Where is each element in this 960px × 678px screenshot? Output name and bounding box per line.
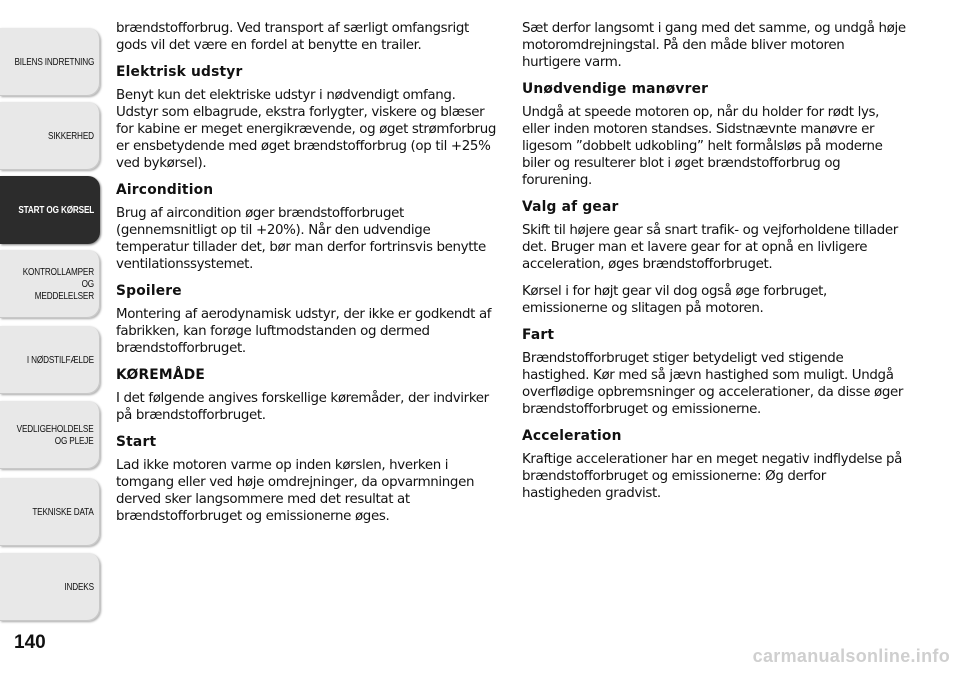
section-heading: Fart xyxy=(522,327,555,343)
watermark: carmanualsonline.info xyxy=(752,646,950,666)
section-heading: Spoilere xyxy=(116,283,182,299)
section-heading: Valg af gear xyxy=(522,199,619,215)
body-paragraph: Kørsel i for højt gear vil dog også øge forbruget, emissionerne og slitagen på motoren. xyxy=(522,284,827,316)
body-paragraph: Benyt kun det elektriske udstyr i nødvendigt omfang. Udstyr som elbagrude, ekstra forlygter, viskere og blæser for kabine er meget energikrævende, og øget strømforbrug er ensbetydende med øget brændstofforbrug (op til +25% ved bykørsel). xyxy=(116,88,497,171)
tab-label: KONTROLLAMPER OG MEDDELELSER xyxy=(22,266,94,302)
tab-kontrollamper[interactable] xyxy=(0,250,100,318)
tab-tekniske-data[interactable] xyxy=(0,478,100,546)
body-paragraph: Sæt derfor langsomt i gang med det samme, og undgå høje motoromdrejningstal. På den måde bliver motoren hurtigere varm. xyxy=(522,21,906,70)
section-heading: Aircondition xyxy=(116,182,214,198)
body-paragraph: Undgå at speede motoren op, når du holder for rødt lys, eller inden motoren standses. Sidstnævnte manøvre er ligesom ”dobbelt udkobling” helt formålsløs på moderne biler og resulterer blot i øget brændstofforbrug og forurening. xyxy=(522,105,883,188)
tab-label: INDEKS xyxy=(64,581,94,593)
section-heading: KØREMÅDE xyxy=(116,367,205,383)
tab-label: TEKNISKE DATA xyxy=(32,506,94,518)
body-paragraph: Montering af aerodynamisk udstyr, der ikke er godkendt af fabrikken, kan forøge luftmodstanden og dermed brændstofforbruget. xyxy=(116,307,492,356)
body-paragraph: Skift til højere gear så snart trafik- og vejforholdene tillader det. Bruger man et lavere gear for at opnå en livligere acceleration, øges brændstofforbruget. xyxy=(522,223,898,272)
left-text-column xyxy=(116,20,500,535)
tab-bilens-indretning[interactable] xyxy=(0,28,100,96)
tab-i-nodstilfaelde[interactable] xyxy=(0,326,100,394)
tab-sikkerhed[interactable] xyxy=(0,102,100,170)
body-paragraph: brændstofforbrug. Ved transport af særligt omfangsrigt gods vil det være en fordel at benytte en trailer. xyxy=(116,21,469,53)
tab-label: BILENS INDRETNING xyxy=(14,56,94,68)
tab-label: SIKKERHED xyxy=(48,130,94,142)
tab-indeks[interactable] xyxy=(0,553,100,621)
section-heading: Acceleration xyxy=(522,428,622,444)
right-text-column xyxy=(522,20,906,512)
page-number: 140 xyxy=(14,632,46,653)
tab-label: VEDLIGEHOLDELSE OG PLEJE xyxy=(17,423,94,447)
body-paragraph: I det følgende angives forskellige køremåder, der indvirker på brændstofforbruget. xyxy=(116,391,489,423)
body-paragraph: Kraftige accelerationer har en meget negativ indflydelse på brændstofforbruget og emissionerne: Øg derfor hastigheden gradvist. xyxy=(522,452,903,501)
tab-start-og-korsel[interactable] xyxy=(0,176,100,244)
body-paragraph: Lad ikke motoren varme op inden kørslen, hverken i tomgang eller ved høje omdrejninger, da opvarmningen derved sker langsommere med det resultat at brændstofforbruget og emissionerne øges. xyxy=(116,458,475,524)
tab-label: START OG KØRSEL xyxy=(18,204,94,216)
tab-label: I NØDSTILFÆLDE xyxy=(27,354,94,366)
section-heading: Unødvendige manøvrer xyxy=(522,81,709,97)
section-heading: Start xyxy=(116,434,157,450)
section-heading: Elektrisk udstyr xyxy=(116,64,243,80)
body-paragraph: Brug af aircondition øger brændstofforbruget (gennemsnitligt op til +20%). Når den udvendige temperatur tillader det, bør man derfor fortrinsvis benytte ventilationssystemet. xyxy=(116,206,486,272)
chapter-tab-sidebar xyxy=(0,0,102,678)
body-paragraph: Brændstofforbruget stiger betydeligt ved stigende hastighed. Kør med så jævn hastighed som muligt. Undgå overflødige opbremsninger og accelerationer, da disse øger brændstofforbruget og emissionerne. xyxy=(522,351,904,417)
tab-vedligeholdelse[interactable] xyxy=(0,401,100,469)
